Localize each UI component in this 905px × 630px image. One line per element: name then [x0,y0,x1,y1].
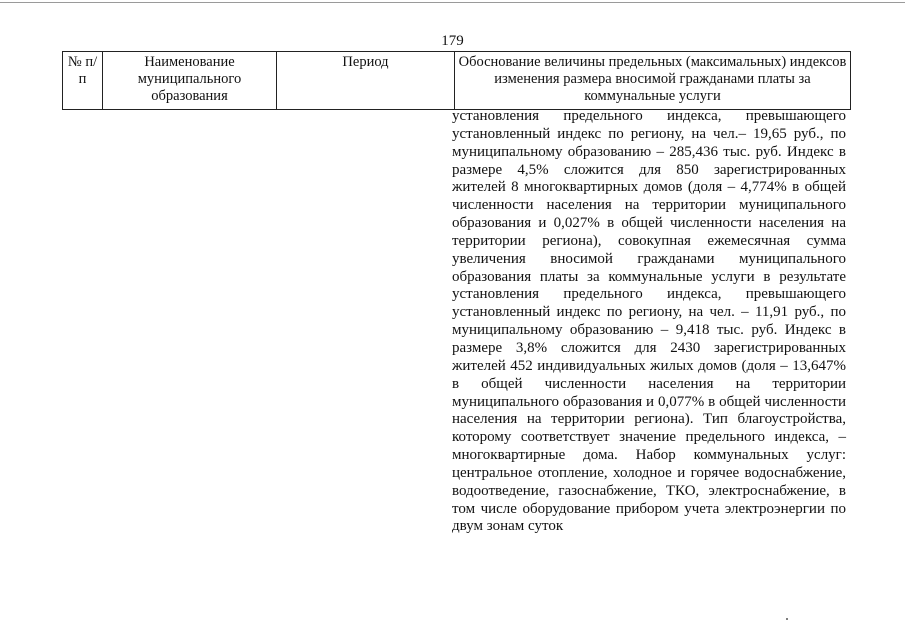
table-header-row [63,52,851,110]
justification-text: установления предельного индекса, превышающего установленный индекс по региону, на чел.– 19,65 руб., по муниципальному образованию – 285,436 тыс. руб. Индекс в размере 4,5% сложится для 850 зарегистрированных жителей 8 многоквартирных домов (доля – 4,774% в общей численности населения на территории муниципального образования и 0,027% в общей численности населения на территории региона), совокупная ежемесячная сумма увеличения вносимой гражданами муниципального образования платы за коммунальные услуги в результате установления предельного индекса, превышающего установленный индекс по региону, на чел. – 11,91 руб., по муниципальному образованию – 9,418 тыс. руб. Индекс в размере 3,8% сложится для 2430 зарегистрированных жителей 452 индивидуальных жилых домов (доля – 13,647% в общей численности населения на территории муниципального образования и 0,077% в общей численности населения на территории региона). Тип благоустройства, которому соответствует значение предельного индекса, – многоквартирные дома. Набор коммунальных услуг: центральное отопление, холодное и горячее водоснабжение, водоотведение, газоснабжение, ТКО, электроснабжение, в том числе оборудование прибором учета электроэнергии по двум зонам суток [452,108,846,535]
header-cell-number: № п/п [63,52,103,110]
top-edge-rule [0,2,905,3]
page-number: 179 [441,33,464,49]
header-cell-municipality: Наименование муниципального образования [103,52,277,110]
table-header [62,51,851,110]
scan-speck [786,618,788,620]
header-cell-period: Период [277,52,455,110]
header-cell-justification: Обоснование величины предельных (максимальных) индексов изменения размера вносимой гражданами платы за коммунальные услуги [455,52,851,110]
